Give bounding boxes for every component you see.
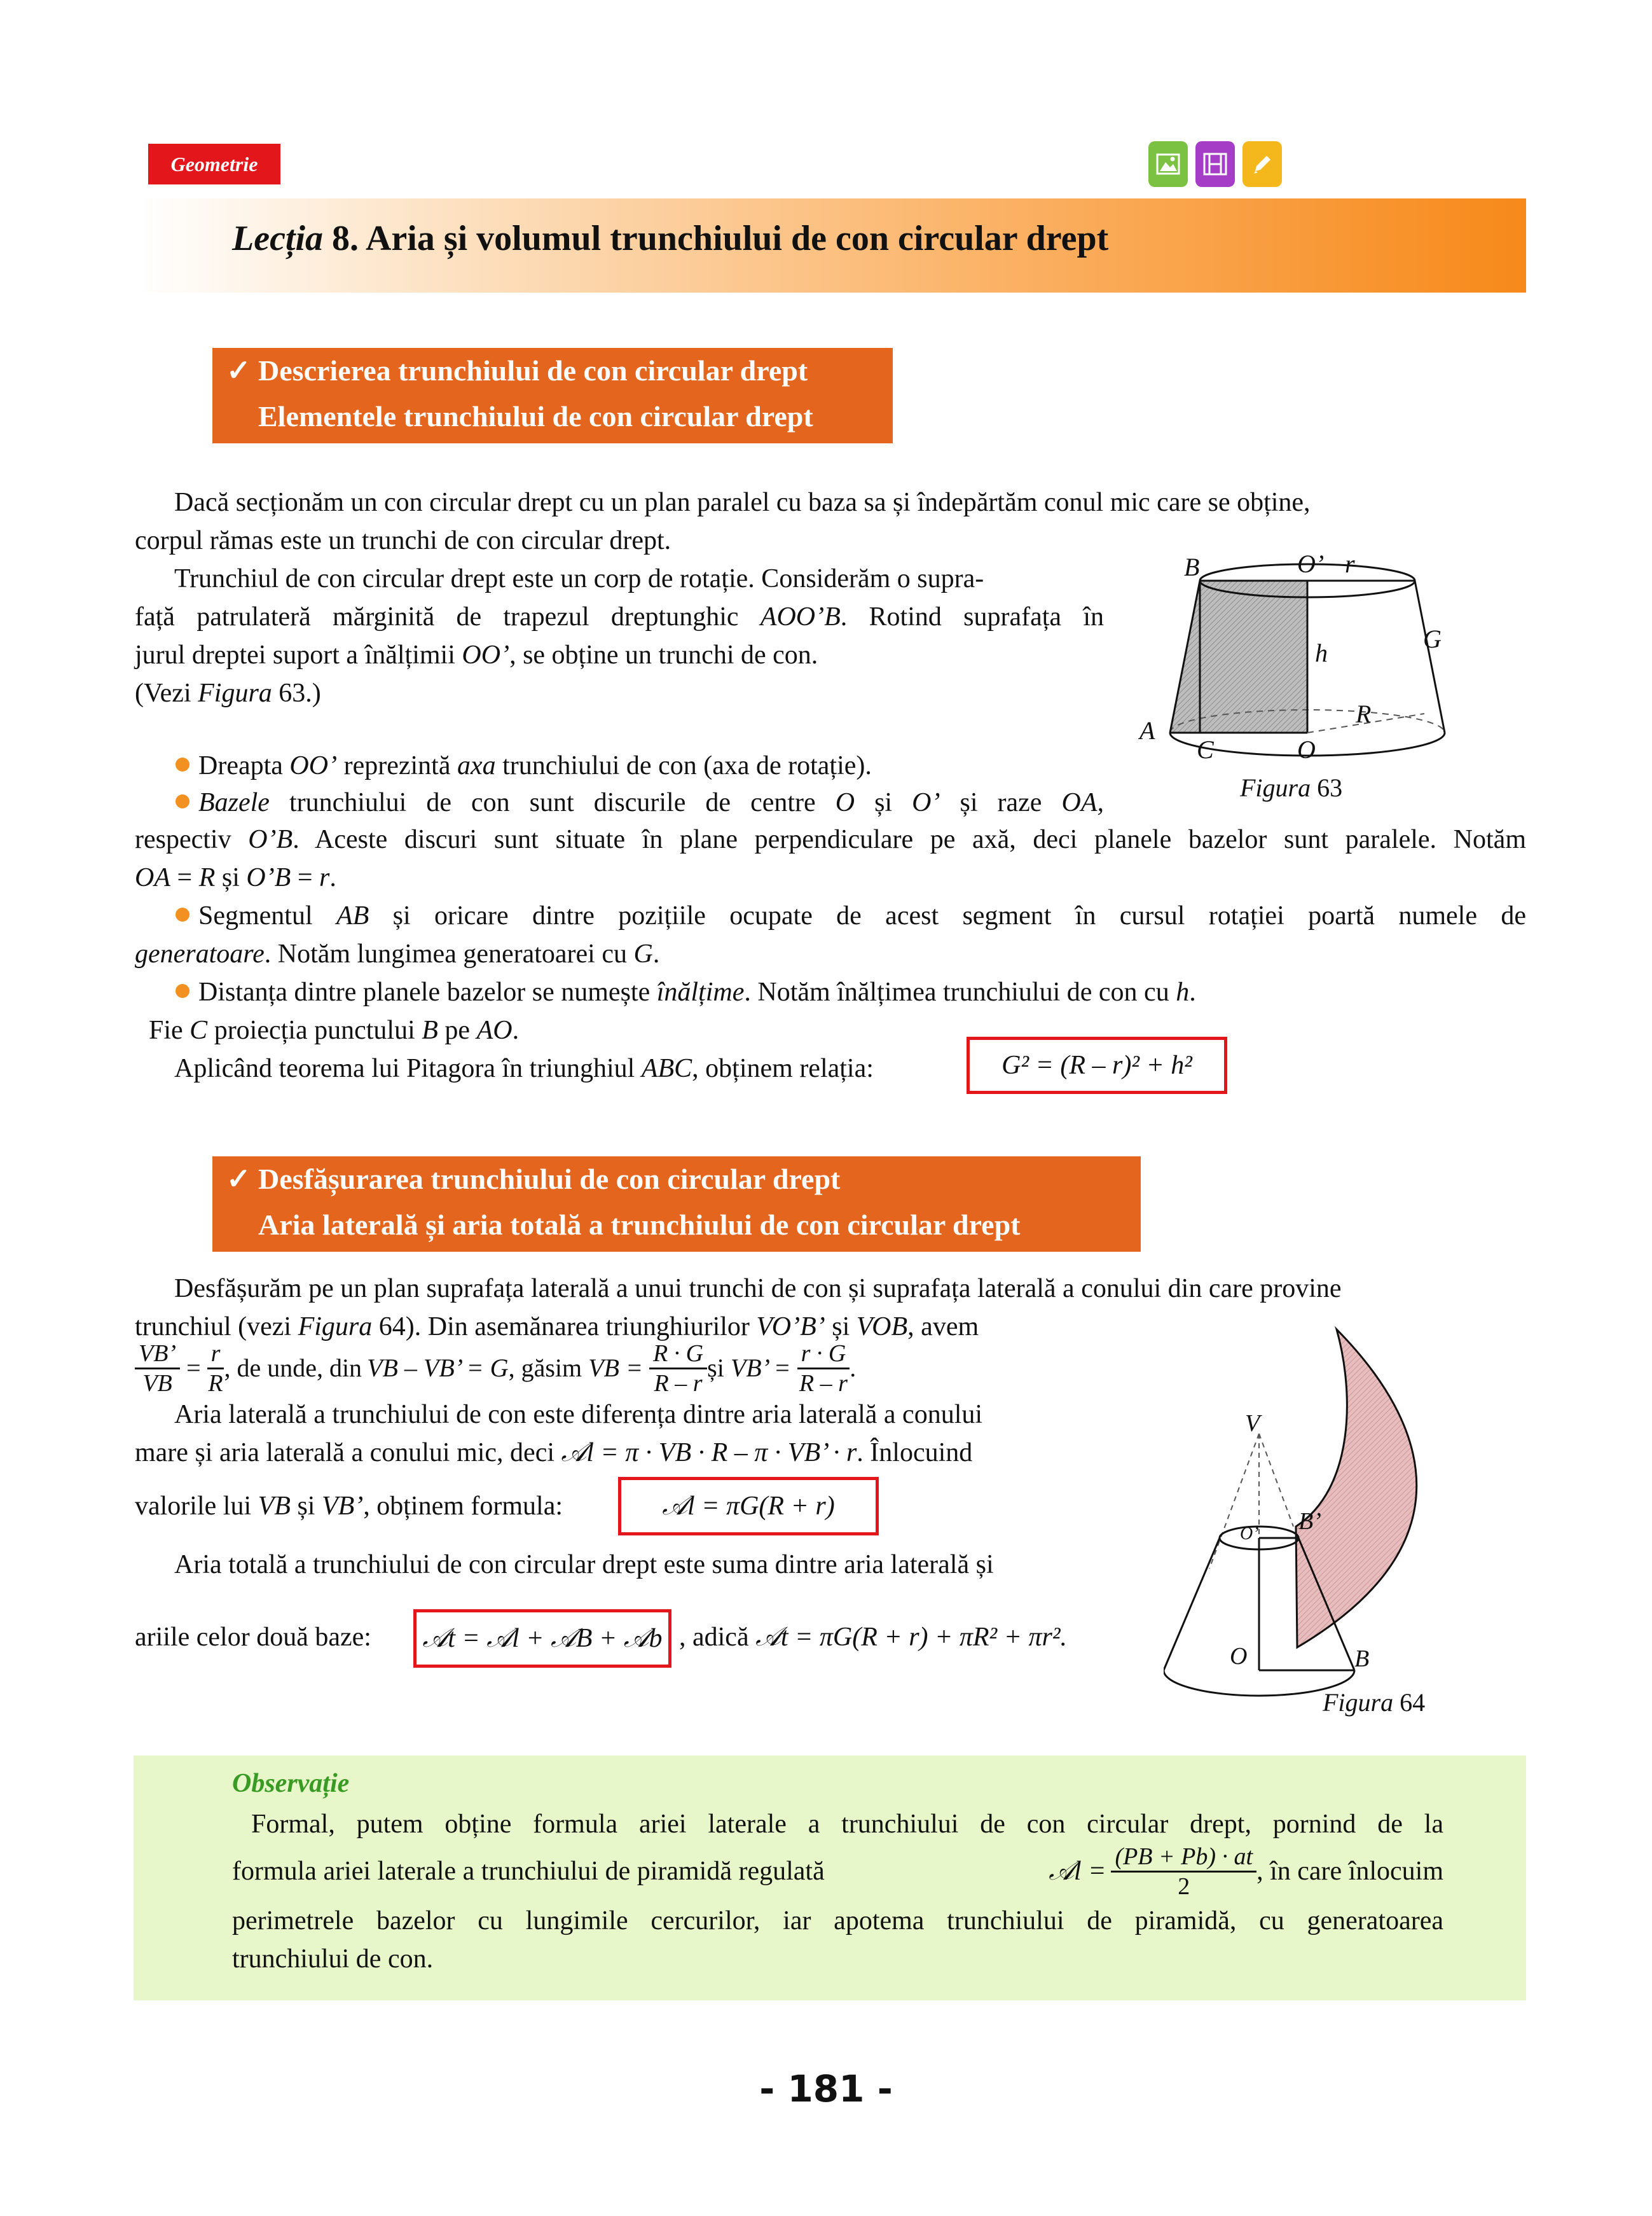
figure-63-caption: Figura 63 [1240, 773, 1343, 802]
bullet-item: Bazele trunchiului de con sunt discurile de centre O și O’ și raze OA, [176, 784, 1104, 822]
paragraph-line: OA = R și O’B = r. [135, 863, 336, 892]
paragraph-line: Fie C proiecția punctului B pe AO. [149, 1016, 520, 1045]
paragraph-line: mare și aria laterală a conului mic, deci 𝒜l = π · VB · R – π · VB’ · r. Înlocuind [135, 1438, 973, 1467]
label-G: G [1423, 625, 1442, 653]
lesson-title: Lecția 8. Aria și volumul trunchiului de con circular drept [232, 219, 1109, 258]
section-heading-line: ✓ Descrierea trunchiului de con circular drept [226, 354, 808, 387]
observation-line: trunchiului de con. [232, 1944, 434, 1974]
label-O: O [1297, 735, 1316, 764]
bullet-dot [176, 984, 189, 998]
paragraph-line: valorile lui VB și VB’, obținem formula: [135, 1492, 563, 1521]
bullet-item: Distanța dintre planele bazelor se numește înălțime. Notăm înălțimea trunchiului de con cu h. [176, 973, 1196, 1011]
paragraph-line: Aria totală a trunchiului de con circular drept este suma dintre aria laterală și [174, 1550, 994, 1579]
resource-icons [1148, 141, 1282, 187]
paragraph-line: , adică 𝒜t = πG(R + r) + πR² + πr². [679, 1623, 1067, 1652]
paragraph-line: Aplicând teorema lui Pitagora în triunghiul ABC, obținem relația: [174, 1054, 874, 1083]
observation-line: Formal, putem obține formula ariei laterale a trunchiului de con circular drept, pornind de la [251, 1810, 1443, 1839]
observation-line: formula ariei laterale a trunchiului de piramidă regulată 𝒜l = $\frac{(PB + Pb) \cdot at}{2}$ , în care înlocuim [232, 1843, 1443, 1900]
bullet-dot [176, 908, 189, 922]
label-R: R [1356, 700, 1372, 728]
formula-pitagora-box: G² = (R – r)² + h² [967, 1037, 1227, 1094]
paragraph: Trunchiul de con circular drept este un corp de rotație. Considerăm o supra- [174, 564, 984, 593]
subject-tag: Geometrie [148, 144, 280, 184]
section-heading-development [212, 1156, 1141, 1252]
pencil-icon[interactable] [1242, 141, 1282, 187]
label-h: h [1315, 639, 1328, 667]
page-number: - 181 - [759, 2067, 893, 2110]
observation-title: Observație [232, 1769, 350, 1798]
bullet-dot [176, 758, 189, 772]
label-A: A [1139, 716, 1155, 745]
paragraph-line: față patrulateră mărginită de trapezul dreptunghic AOO’B. Rotind suprafața în [135, 602, 1105, 632]
frustum-left-side [1164, 1538, 1220, 1670]
label-r: r [1345, 550, 1355, 578]
fraction: $\frac{r \cdot G}{R - r}$ [797, 1340, 850, 1397]
figure-64-development [1164, 1317, 1520, 1736]
bullet-dot [176, 794, 189, 808]
section-heading-line: Aria laterală și aria totală a trunchiului de con circular drept [258, 1208, 1021, 1241]
paragraph-line: corpul rămas este un trunchi de con circular drept. [135, 526, 671, 555]
figure-64-caption: Figura 64 [1323, 1688, 1426, 1717]
section-heading-line: ✓ Desfășurarea trunchiului de con circular drept [226, 1163, 841, 1195]
label-B: B [1184, 553, 1200, 581]
fraction: $\frac{r}{R}$ [208, 1340, 223, 1397]
paragraph-line: Aria laterală a trunchiului de con este diferența dintre aria laterală a conului [174, 1400, 983, 1429]
paragraph-line: ariile celor două baze: [135, 1623, 371, 1652]
paragraph-line: jurul dreptei suport a înălțimii OO’, se obține un trunchi de con. [135, 641, 818, 670]
paragraph-line: trunchiul (vezi Figura 64). Din asemănarea triunghiurilor VO’B’ și VOB, avem [135, 1312, 979, 1341]
paragraph: Desfășurăm pe un plan suprafața laterală a unui trunchi de con și suprafața laterală a conului din care provine [174, 1274, 1342, 1303]
similarity-relation: $\frac{VB’}{VB}$ = $\frac{r}{R}$ , de unde, din VB – VB’ = G , găsim VB = $\frac{R \cdot G}{R - r}$ și VB’ = $\frac{r \cdot G}{R - r}$ . [135, 1340, 856, 1397]
apex-line-left [1209, 1434, 1259, 1569]
label-V: V [1245, 1410, 1260, 1437]
figure-63-frustum [1125, 547, 1482, 814]
video-icon[interactable] [1195, 141, 1235, 187]
label-B-prime: B’ [1298, 1508, 1321, 1535]
section-heading-description [212, 348, 893, 443]
lateral-development-sector [1296, 1329, 1417, 1647]
paragraph-line: respectiv O’B. Aceste discuri sunt situate în plane perpendiculare pe axă, deci planele bazelor sunt paralele. Notăm [135, 825, 1526, 854]
formula-total-area-box: 𝒜t = 𝒜l + 𝒜B + 𝒜b [413, 1609, 671, 1668]
section-heading-line: Elementele trunchiului de con circular drept [258, 400, 813, 433]
formula-lateral-area-box: 𝒜l = πG(R + r) [618, 1477, 879, 1535]
paragraph-line: generatoare. Notăm lungimea generatoarei cu G. [135, 939, 660, 969]
apex-line-right [1259, 1434, 1293, 1527]
generating-trapezoid [1170, 581, 1307, 733]
fraction: $\frac{R \cdot G}{R - r}$ [649, 1340, 707, 1397]
image-icon[interactable] [1148, 141, 1188, 187]
observation-line: perimetrele bazelor cu lungimile cercurilor, iar apotema trunchiului de piramidă, cu generatoarea [232, 1906, 1443, 1936]
label-C: C [1197, 735, 1214, 764]
label-O: O [1230, 1643, 1248, 1670]
bullet-item: Dreapta OO’ reprezintă axa trunchiului de con (axa de rotație). [176, 747, 872, 785]
paragraph: Dacă secționăm un con circular drept cu un plan paralel cu baza sa și îndepărtăm conul mic care se obține, [174, 488, 1311, 517]
label-B: B [1354, 1645, 1370, 1672]
fraction: $\frac{(PB + Pb) \cdot at}{2}$ [1111, 1843, 1256, 1901]
bullet-item: Segmentul AB și oricare dintre pozițiile ocupate de acest segment în cursul rotației poartă numele de [176, 897, 1526, 935]
generatrix-right [1415, 581, 1445, 733]
label-O-prime: O’ [1240, 1524, 1259, 1544]
label-O-prime: O’ [1297, 550, 1325, 578]
paragraph-line: (Vezi Figura 63.) [135, 679, 321, 708]
fraction: $\frac{VB’}{VB}$ [135, 1340, 180, 1397]
